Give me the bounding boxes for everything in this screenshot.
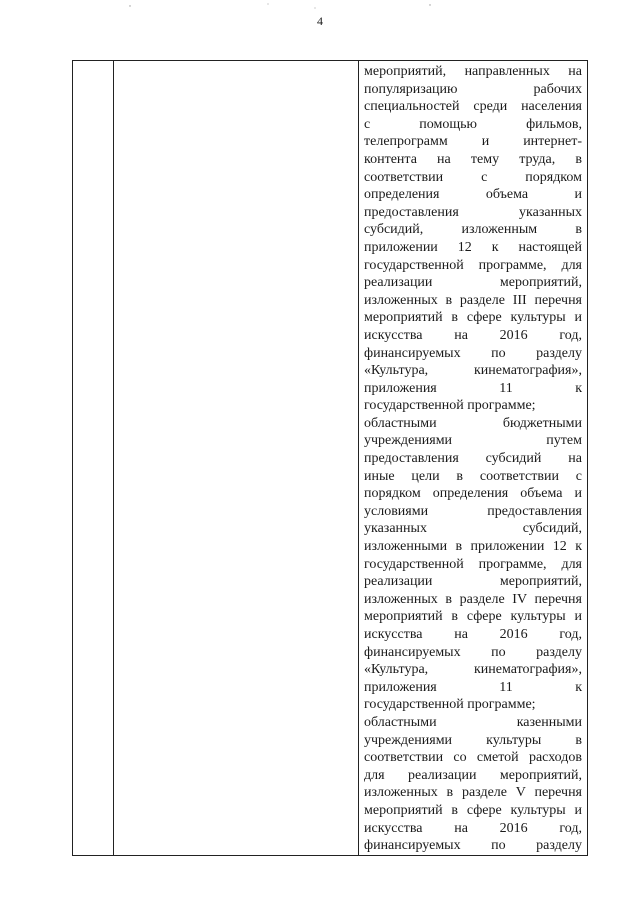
description-line: указанных субсидий,: [364, 521, 582, 537]
description-line: реализации мероприятий,: [364, 275, 582, 291]
description-line: порядком определения объема и: [364, 486, 582, 502]
description-line: приложении 12 к настоящей: [364, 239, 582, 255]
description-line: приложения 11 к: [364, 679, 582, 695]
description-line: финансируемых по разделу: [364, 838, 582, 854]
table-cell-name: [114, 61, 359, 856]
description-line: для реализации мероприятий,: [364, 767, 582, 783]
description-line: мероприятий в сфере культуры и: [364, 310, 582, 326]
cell-description-text: [359, 61, 587, 855]
description-line: популяризацию рабочих: [364, 81, 582, 97]
description-line: финансируемых по разделу: [364, 345, 582, 361]
description-line: предоставления указанных: [364, 204, 582, 220]
description-line: иные цели в соответствии с: [364, 468, 582, 484]
description-line: контента на тему труда, в: [364, 151, 582, 167]
description-line: изложенных в разделе IV перечня: [364, 591, 582, 607]
cell-name-text: [114, 61, 358, 63]
document-table: [72, 60, 588, 856]
description-line: мероприятий, направленных на: [364, 64, 582, 79]
description-line: финансируемых по разделу: [364, 644, 582, 660]
description-line: соответствии с порядком: [364, 169, 582, 185]
description-line: с помощью фильмов,: [364, 116, 582, 132]
description-line: предоставления субсидий на: [364, 451, 582, 467]
description-line: государственной программе, для: [364, 556, 582, 572]
table-row: [73, 61, 588, 856]
description-line: «Культура, кинематография»,: [364, 363, 582, 379]
description-line: искусства на 2016 год,: [364, 820, 582, 836]
description-line: государственной программе, для: [364, 257, 582, 273]
description-line: государственной программе;: [364, 697, 536, 713]
description-line: «Культура, кинематография»,: [364, 662, 582, 678]
description-line: субсидий, изложенным в: [364, 222, 582, 238]
description-line: изложенных в разделе III перечня: [364, 292, 582, 308]
description-line: мероприятий в сфере культуры и: [364, 609, 582, 625]
description-line: изложенными в приложении 12 к: [364, 539, 582, 555]
table-cell-number: [73, 61, 114, 856]
description-line: государственной программе;: [364, 398, 536, 414]
page-number: 4: [317, 14, 323, 28]
description-line: специальностей среди населения: [364, 99, 582, 115]
table-cell-description: [359, 61, 588, 856]
description-line: областными казенными: [364, 714, 582, 730]
description-line: условиями предоставления: [364, 503, 582, 519]
description-line: искусства на 2016 год,: [364, 327, 582, 343]
cell-number-text: [73, 61, 113, 63]
description-line: приложения 11 к: [364, 380, 582, 396]
description-line: учреждениями культуры в: [364, 732, 582, 748]
description-line: определения объема и: [364, 187, 582, 203]
description-line: мероприятий в сфере культуры и: [364, 802, 582, 818]
description-line: телепрограмм и интернет-: [364, 134, 582, 150]
description-line: реализации мероприятий,: [364, 574, 582, 590]
description-line: соответствии со сметой расходов: [364, 750, 582, 766]
description-line: искусства на 2016 год,: [364, 627, 582, 642]
description-line: областными бюджетными: [364, 415, 582, 431]
description-line: учреждениями путем: [364, 433, 582, 449]
description-line: изложенных в разделе V перечня: [364, 785, 582, 801]
